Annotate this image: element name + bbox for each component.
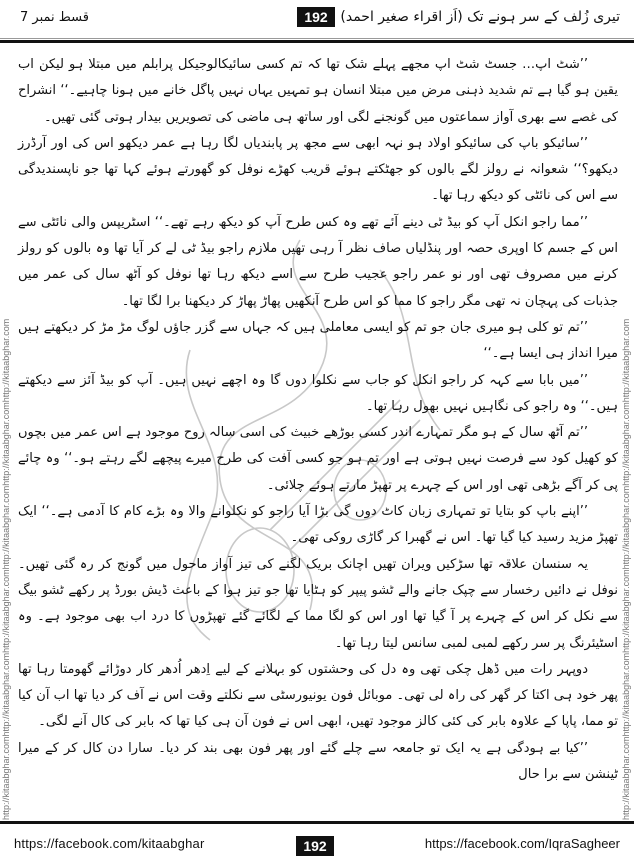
page-number-bottom: 192 — [296, 836, 334, 856]
header-divider — [0, 40, 634, 43]
paragraph: یہ سنسان علاقہ تھا سڑکیں ویران تھیں اچانک بریک لگنے کی تیز آواز ماحول میں گونج کر رہ گئی تھیں۔ نوفل نے دائیں رخسار سے چپک جانے والے ٹشو پیپر کو ہٹایا تھا جو تیز ہوا کے باعث ڈیش بورڈ پر رکھے ٹشو بیگ سے نکل کر اس کے چہرے پر آ گیا تھا اور اس کو لگا مما کے لگائے گئے تھپڑوں کا درد اب بھی موجود ہے۔ وہ اسٹیئرنگ پر سر رکھے لمبی لمبی سانس لیتا رہا تھا۔ — [18, 556, 618, 651]
side-watermark-right — [620, 60, 634, 820]
facebook-iqrasagheer-link[interactable]: https://facebook.com/IqraSagheer — [424, 836, 620, 851]
page-number-top: 192 — [297, 7, 335, 27]
paragraph: ’’کیا بے ہودگی ہے یہ ایک تو جامعہ سے چلے گئے اور پھر فون بھی بند کر دیا۔ سارا دن کال کر کے میرا ٹینشن سے برا حال — [18, 740, 618, 783]
episode-label: قسط نمبر 7 — [20, 10, 89, 25]
paragraph: ’’اپنے باپ کو بتایا تو تمہاری زبان کاٹ دوں گی بڑا آیا راجو کو نکلوانے والا وہ بڑے کام کا آدمی ہے۔‘‘ ایک تھپڑ مزید رسید کیا گیا تھا۔ اس نے گھبرا کر گاڑی روکی تھی۔ — [18, 504, 618, 546]
paragraph: ’’میں بابا سے کہہ کر راجو انکل کو جاب سے نکلوا دوں گا وہ اچھے نہیں ہیں۔ آپ کو بیڈ آئز سے دیکھتے ہیں۔‘‘ وہ راجو کی نگاہیں نہیں بھول رہا تھا۔ — [18, 372, 618, 414]
article-body — [18, 52, 618, 788]
paragraph: ’’مما راجو انکل آپ کو بیڈ ٹی دینے آئے تھے وہ کس طرح آپ کو دیکھ رہے تھے۔‘‘ اسٹریپس والی نائٹی سے اس کے جسم کا اوپری حصہ اور پنڈلیاں صاف نظر آ رہی تھیں ملازم راجو بیڈ ٹی لے کر آیا تھا وہ بالوں کو رولز کرنے میں مصروف تھی اور نو عمر راجو عجیب طرح سے اسے دیکھ رہا تھا نوفل کو آٹھ سال کی عمر میں جذبات کی پہچان نہ تھی مگر راجو کا مما کو اس طرح آنکھیں پھاڑ پھاڑ کر دیکھنا برا لگا تھا۔ — [18, 214, 618, 309]
paragraph: ’’تم آٹھ سال کے ہو مگر تمہارے اندر کسی بوڑھے خبیث کی اسی سالہ روح موجود ہے اس عمر میں بچوں کو کھیل کود سے فرصت نہیں ہوتی ہے اور تم ہو جو کسی آفت کی طرح میرے پیچھے لگے رہتے ہو۔‘‘ وہ چائے پی کر آگے بڑھی تھی اور اس کے چہرے پر تھپڑ مارتے ہوئے چلائی۔ — [18, 425, 618, 493]
paragraph: دوپہر رات میں ڈھل چکی تھی وہ دل کی وحشتوں کو بہلانے کے لیے اِدھر اُدھر کار دوڑائے گھومتا رہا تھا پھر خود ہی اکتا کر گھر کی راہ لی تھی۔ موبائل فون یونیورسٹی سے نکلتے وقت اس نے آف کر دیا تھا اب آن کیا تو مما، پاپا کے علاوہ بابر کی کئی کالز موجود تھیں، ابھی اس نے فون آن ہی کیا تھا کہ بابر کی کال آنے لگی۔ — [18, 661, 618, 730]
footer-divider — [0, 821, 634, 824]
side-watermark-left — [0, 60, 14, 820]
facebook-kitaabghar-link[interactable]: https://facebook.com/kitaabghar — [14, 836, 205, 851]
paragraph: ’’سائیکو باپ کی سائیکو اولاد ہو نہہ ابھی سے مجھ پر پابندیاں لگا رہا ہے عمر دیکھو اس کی اور آرڈرز دیکھو؟‘‘ شعوانہ نے رولز لگے بالوں کو جھٹکتے ہوئے قریب کھڑے نوفل کو گھورتے ہوئے کہا تھا جو ناپسندیدگی سے اس کی نائٹی کو دیکھ رہا تھا۔ — [18, 135, 618, 204]
header-divider-thin — [0, 38, 634, 39]
novel-title: تیری زُلف کے سر ہونے تک (اَز اقراء صغیر احمد) — [340, 9, 620, 25]
paragraph: ’’تم تو کلی ہو میری جان جو تم کو ایسی معاملی ہیں کہ جہاں سے گزر جاؤں لوگ مڑ مڑ کر دیکھتے ہیں میرا انداز ہی ایسا ہے۔‘‘ — [18, 319, 618, 362]
page-footer — [0, 826, 634, 866]
paragraph: ’’شٹ اپ… جسٹ شٹ اپ مجھے پہلے شک تھا کہ تم کسی سائیکالوجیکل پرابلم میں مبتلا ہو لیکن اب یقین ہو گیا ہے تم شدید ذہنی مرض میں مبتلا انسان ہو تمہیں یہاں نہیں پاگل خانے میں ہونا چاہیے۔‘‘ انشراح کی غصے سے بھری آواز سماعتوں میں گونجنے لگی اور ساتھ ہی ماضی کی تصویریں بیدار ہوتی گئی تھیں۔ — [18, 57, 618, 125]
side-watermark-left-text: http://kitaabghar.comhttp://kitaabghar.comhttp://kitaabghar.comhttp://kitaabghar.comhttp://kitaabghar.comhttp://kitaabghar.com — [1, 318, 11, 820]
side-watermark-right-text: http://kitaabghar.comhttp://kitaabghar.comhttp://kitaabghar.comhttp://kitaabghar.comhttp://kitaabghar.comhttp://kitaabghar.com — [621, 318, 631, 820]
